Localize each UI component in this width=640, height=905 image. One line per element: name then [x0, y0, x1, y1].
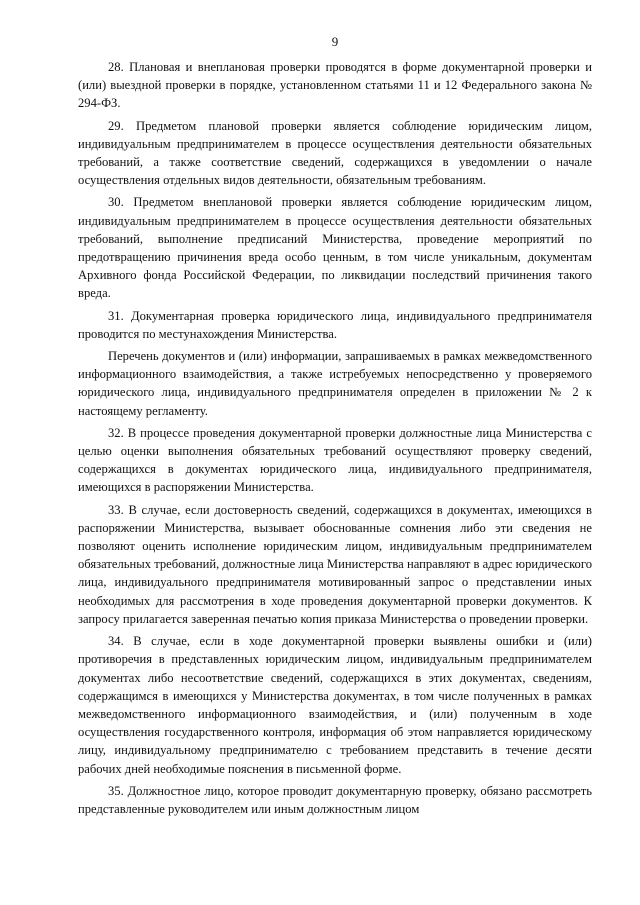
paragraph-35: 35. Должностное лицо, которое проводит документарную проверку, обязано рассмотреть представленные руководителем или иным должностным лицом [78, 783, 592, 816]
paragraph-32: 32. В процессе проведения документарной проверки должностные лица Министерства с целью оценки выполнения обязательных требований осуществляют проверку сведений, содержащихся в документах юридического лица, индивидуального предпринимателя, имеющихся в распоряжении Министерства. [78, 425, 592, 495]
paragraph-31-list: Перечень документов и (или) информации, запрашиваемых в рамках межведомственного информационного взаимодействия, а также истребуемых непосредственно у проверяемого юридического лица, индивидуального предпринимателя определен в приложении № 2 к настоящему регламенту. [78, 349, 592, 418]
paragraph-34: 34. В случае, если в ходе документарной проверки выявлены ошибки и (или) противоречия в представленных юридическим лицом, индивидуальным предпринимателем документах либо несоответствие сведений, содержащихся в этих документах, сведениям, содержащимся в имеющихся у Министерства документах, в том числе полученных в рамках межведомственного информационного взаимодействия, и (или) полученным в ходе осуществления государственного контроля, информация об этом направляется юридическому лицу, индивидуальному предпринимателю с требованием представить в течение десяти рабочих дней необходимые пояснения в письменной форме. [78, 634, 592, 776]
paragraph-28: 28. Плановая и внеплановая проверки проводятся в форме документарной проверки и (или) выездной проверки в порядке, установленном статьями 11 и 12 Федерального закона № 294-ФЗ. [78, 60, 592, 111]
paragraph-29: 29. Предметом плановой проверки является соблюдение юридическим лицом, индивидуальным предпринимателем в процессе осуществления деятельности обязательных требований, а также соответствие сведений, содержащихся в уведомлении о начале осуществления отдельных видов деятельности, обязательным требованиям. [78, 118, 592, 188]
paragraph-33: 33. В случае, если достоверность сведений, содержащихся в документах, имеющихся в распоряжении Министерства, вызывает обоснованные сомнения либо эти сведения не позволяют оценить исполнение юридическим лицом, индивидуальным предпринимателем обязательных требований, должностные лица Министерства направляют в адрес юридического лица, индивидуального предпринимателя мотивированный запрос о представлении иных необходимых для рассмотрения в ходе проведения документарной проверки документов. К запросу прилагается заверенная печатью копия приказа Министерства о проведении проверки. [78, 502, 592, 626]
paragraph-30: 30. Предметом внеплановой проверки является соблюдение юридическим лицом, индивидуальным предпринимателем в процессе осуществления деятельности обязательных требований, выполнение предписаний Министерства, проведение мероприятий по предотвращению причинения вреда особо ценным, в том числе уникальным, документам Архивного фонда Российской Федерации, по ликвидации последствий причинения такого вреда. [78, 195, 592, 301]
paragraph-31: 31. Документарная проверка юридического лица, индивидуального предпринимателя проводится по местунахождения Министерства. [78, 308, 592, 341]
page-number: 9 [331, 34, 339, 49]
